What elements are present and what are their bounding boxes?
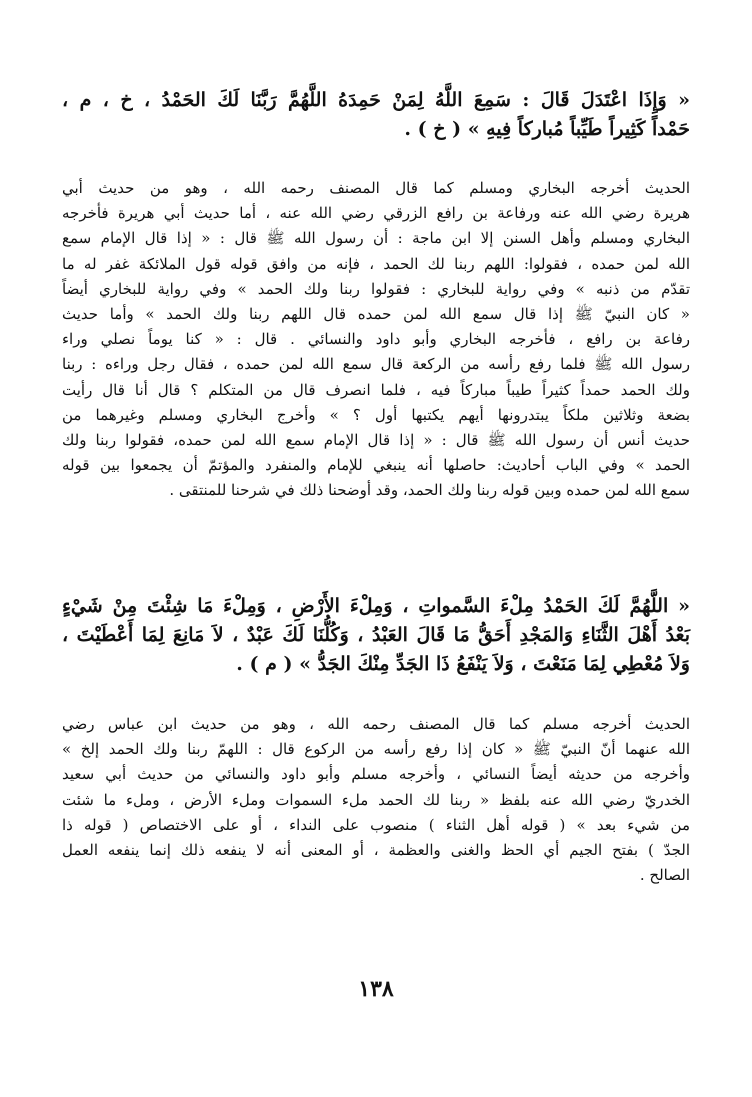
commentary-line: الجدّ ) بفتح الجيم أي الحظ والغنى والعظمة ، أو المعنى أنه لا ينفعه ذلك إنما ينفعه العمل [62, 841, 690, 860]
commentary-line: من شيء بعد » ( قوله أهل الثناء ) منصوب على النداء ، أو على الاختصاص ( قوله ذا [62, 815, 690, 834]
commentary-line: حديث أنس أن رسول الله ﷺ قال : « إذا قال الإمام سمع الله لمن حمده، فقولوا ربنا ولك [62, 431, 690, 450]
commentary-line: وأخرجه من حديثه أيضاً النسائي ، وأخرجه مسلم وأبو داود والنسائي من حديث أبي سعيد [62, 765, 690, 784]
commentary-line: البخاري ومسلم وأهل السنن إلا ابن ماجة : أن رسول الله ﷺ قال : « إذا قال الإمام سمع [62, 229, 690, 248]
commentary-line: تقدّم من ذنبه » وفي رواية للبخاري : فقولوا ربنا ولك الحمد » وفي رواية للبخاري أيضاً [62, 279, 690, 298]
hadith-text-2 [62, 592, 690, 679]
commentary-line: الحديث أخرجه مسلم كما قال المصنف رحمه الله ، وهو من حديث ابن عباس رضي [62, 715, 690, 733]
hadith-line: بَعْدُ أَهْلَ الثَّنَاءِ وَالمَجْدِ أَحَقُّ مَا قَالَ العَبْدُ ، وَكُلُّنَا لَكَ عَبْدٌ ، لاَ مَانِعَ لِمَا أَعْطَيْتَ ، [62, 624, 690, 646]
hadith-text-1 [62, 86, 690, 144]
commentary-line: بضعة وثلاثين ملكاً يبتدرونها أيهم يكتبها أول ؟ » وأخرج البخاري ومسلم وغيرهما من [62, 405, 690, 424]
commentary-line: رسول الله ﷺ فلما رفع رأسه من الركعة قال سمع الله لمن حمده ، فقال رجل وراءه : ربنا [62, 355, 690, 374]
commentary-line: الحمد » وفي الباب أحاديث: حاصلها أنه ينبغي للإمام والمنفرد والمؤتمّ أن يجمعوا بين قوله [62, 456, 690, 475]
commentary-line: هريرة رضي الله عنه ورفاعة بن رافع الزرقي رضي الله عنه ، أما حديث أبي هريرة فأخرجه [62, 204, 690, 223]
page-number: ١٣٨ [358, 976, 394, 1002]
commentary-line: سمع الله لمن حمده وبين قوله ربنا ولك الحمد، وقد أوضحنا ذلك في شرحنا للمنتقى . [169, 481, 690, 500]
hadith-line: حَمْداً كَثِيراً طَيِّباً مُباركاً فِيهِ » ( خ ) . [404, 118, 690, 140]
commentary-line: الخدريّ رضي الله عنه بلفظ « ربنا لك الحمد ملء السموات وملء الأرض ، وملء ما شئت [62, 790, 690, 809]
commentary-line: رفاعة بن رافع ، فأخرجه البخاري وأبو داود والنسائي . قال : « كنا يوماً نصلي وراء [62, 330, 690, 349]
hadith-line: « وَإِذَا اعْتَدَلَ قَالَ : سَمِعَ اللَّهُ لِمَنْ حَمِدَهُ اللَّهُمَّ رَبَّنَا لَكَ الحَمْدُ ، خ ، م ، [62, 89, 690, 111]
hadith-line: « اللَّهُمَّ لَكَ الحَمْدُ مِلْءَ السَّمواتِ ، وَمِلْءَ الأَرْضِ ، وَمِلْءَ مَا شِئْتَ مِنْ شَيْءٍ [62, 595, 690, 617]
commentary-line: « كان النبيّ ﷺ إذا قال سمع الله لمن حمده قال اللهم ربنا ولك الحمد » وأما حديث [62, 305, 690, 324]
commentary-paragraph-1 [62, 176, 690, 504]
hadith-line: وَلاَ مُعْطِي لِمَا مَنَعْتَ ، وَلاَ يَنْفَعُ ذَا الجَدِّ مِنْكَ الجَدُّ » ( م ) . [236, 653, 690, 675]
commentary-line: الصالح . [639, 866, 690, 885]
commentary-line: الله لمن حمده ، فقولوا: اللهم ربنا لك الحمد ، فإنه من وافق قوله قول الملائكة غفر له ما [62, 254, 690, 273]
commentary-paragraph-2 [62, 712, 690, 888]
commentary-line: الحديث أخرجه البخاري ومسلم كما قال المصنف رحمه الله ، وهو من حديث أبي [62, 179, 690, 197]
commentary-line: ولك الحمد حمداً كثيراً طيباً مباركاً فيه ، فلما انصرف قال من المتكلم ؟ قال أنا قال رأيت [62, 380, 690, 399]
commentary-line: الله عنهما أنّ النبيّ ﷺ « كان إذا رفع رأسه من الركوع قال : اللهمّ ربنا ولك الحمد إلخ » [62, 740, 690, 759]
